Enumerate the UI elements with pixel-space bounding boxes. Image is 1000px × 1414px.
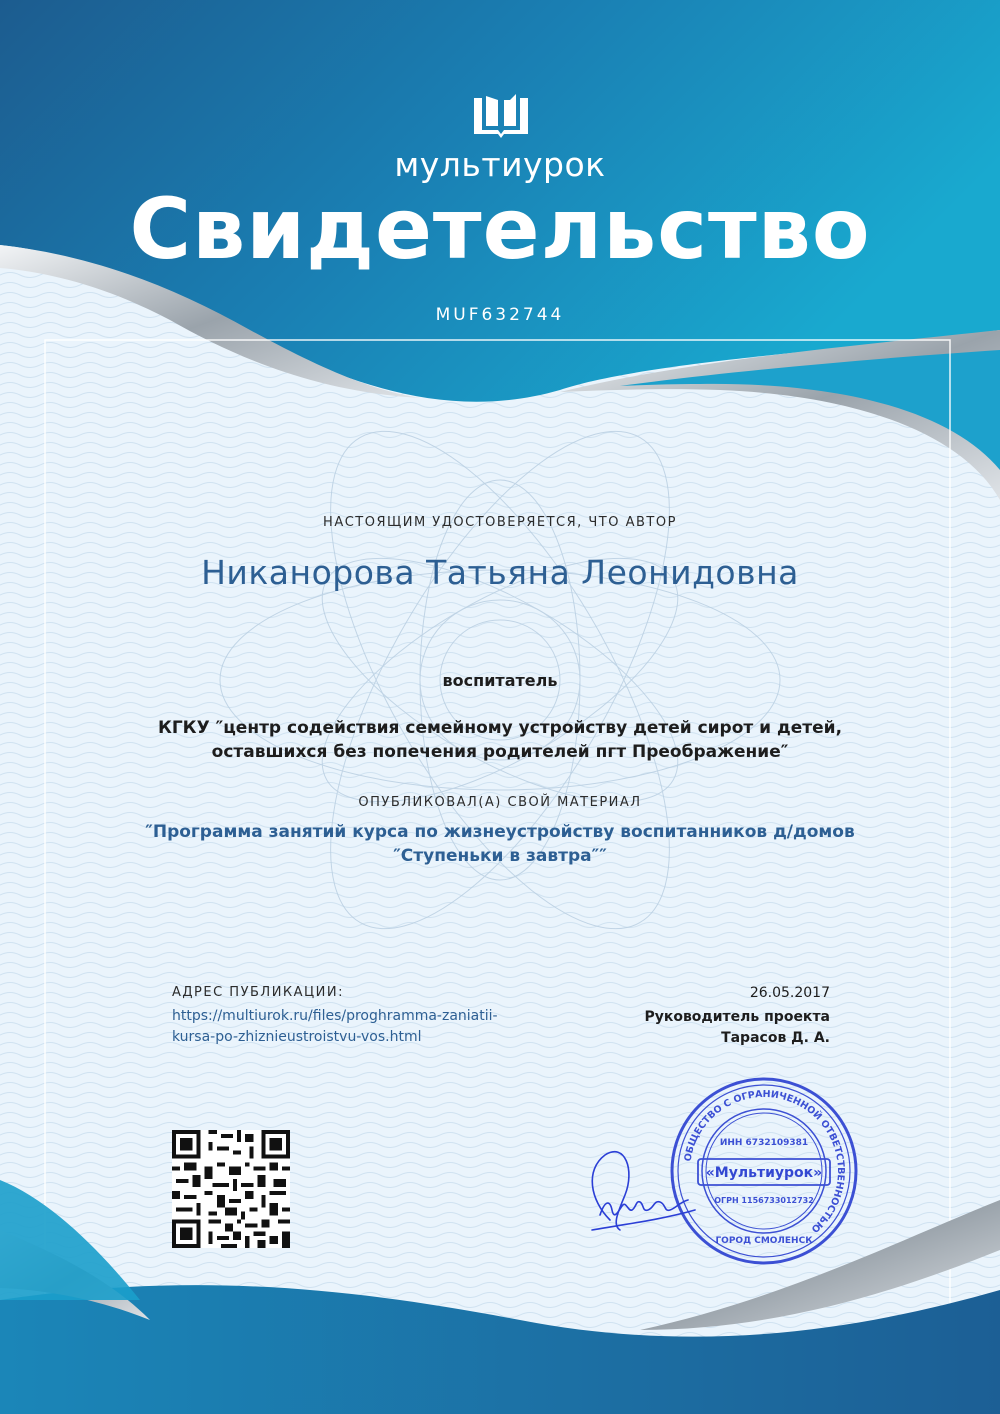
author-position: воспитатель xyxy=(442,671,558,690)
stamp-city: ГОРОД СМОЛЕНСК xyxy=(715,1236,813,1246)
signatory-role: Руководитель проекта xyxy=(644,1009,830,1025)
material-title xyxy=(0,820,1000,868)
stamp-center-text: «Мультиурок» xyxy=(705,1165,823,1181)
book-logo-icon xyxy=(470,90,532,140)
organization xyxy=(0,716,1000,764)
stamp-outer-text: ОБЩЕСТВО С ОГРАНИЧЕННОЙ ОТВЕТСТВЕННОСТЬЮ xyxy=(682,1088,847,1235)
address-label: АДРЕС ПУБЛИКАЦИИ: xyxy=(172,985,344,1000)
publication-link-line-2[interactable]: kursa-po-zhiznieustroistvu-vos.html xyxy=(172,1029,422,1045)
stamp-ogrn: ОГРН 1156733012732 xyxy=(714,1196,814,1205)
qr-code[interactable] xyxy=(172,1130,290,1248)
certification-statement: НАСТОЯЩИМ УДОСТОВЕРЯЕТСЯ, ЧТО АВТОР xyxy=(323,515,677,530)
issue-date: 26.05.2017 xyxy=(749,985,830,1001)
publication-link-line-1[interactable]: https://multiurok.ru/files/proghramma-zaniatii- xyxy=(172,1008,498,1024)
stamp-inn: ИНН 6732109381 xyxy=(719,1138,809,1148)
organization-line-1: КГКУ ″центр содействия семейному устройству детей сирот и детей, xyxy=(157,718,843,738)
author-name: Никанорова Татьяна Леонидовна xyxy=(201,553,799,592)
organization-line-2: оставшихся без попечения родителей пгт Преображение″ xyxy=(211,742,789,762)
published-label: ОПУБЛИКОВАЛ(А) СВОЙ МАТЕРИАЛ xyxy=(358,795,642,810)
stamp xyxy=(668,1075,860,1267)
certificate-title: Свидетельство xyxy=(129,180,871,278)
certificate-id: MUF632744 xyxy=(435,305,565,325)
brand-name: мультиурок xyxy=(394,145,606,184)
signatory-block xyxy=(560,985,830,1049)
material-title-line-2: ″Ступеньки в завтра″″ xyxy=(393,846,607,866)
publication-address xyxy=(172,985,612,1048)
material-title-line-1: ″Программа занятий курса по жизнеустройству воспитанников д/домов xyxy=(145,822,855,842)
signatory-name: Тарасов Д. А. xyxy=(721,1030,830,1046)
publication-link[interactable] xyxy=(172,1006,612,1048)
